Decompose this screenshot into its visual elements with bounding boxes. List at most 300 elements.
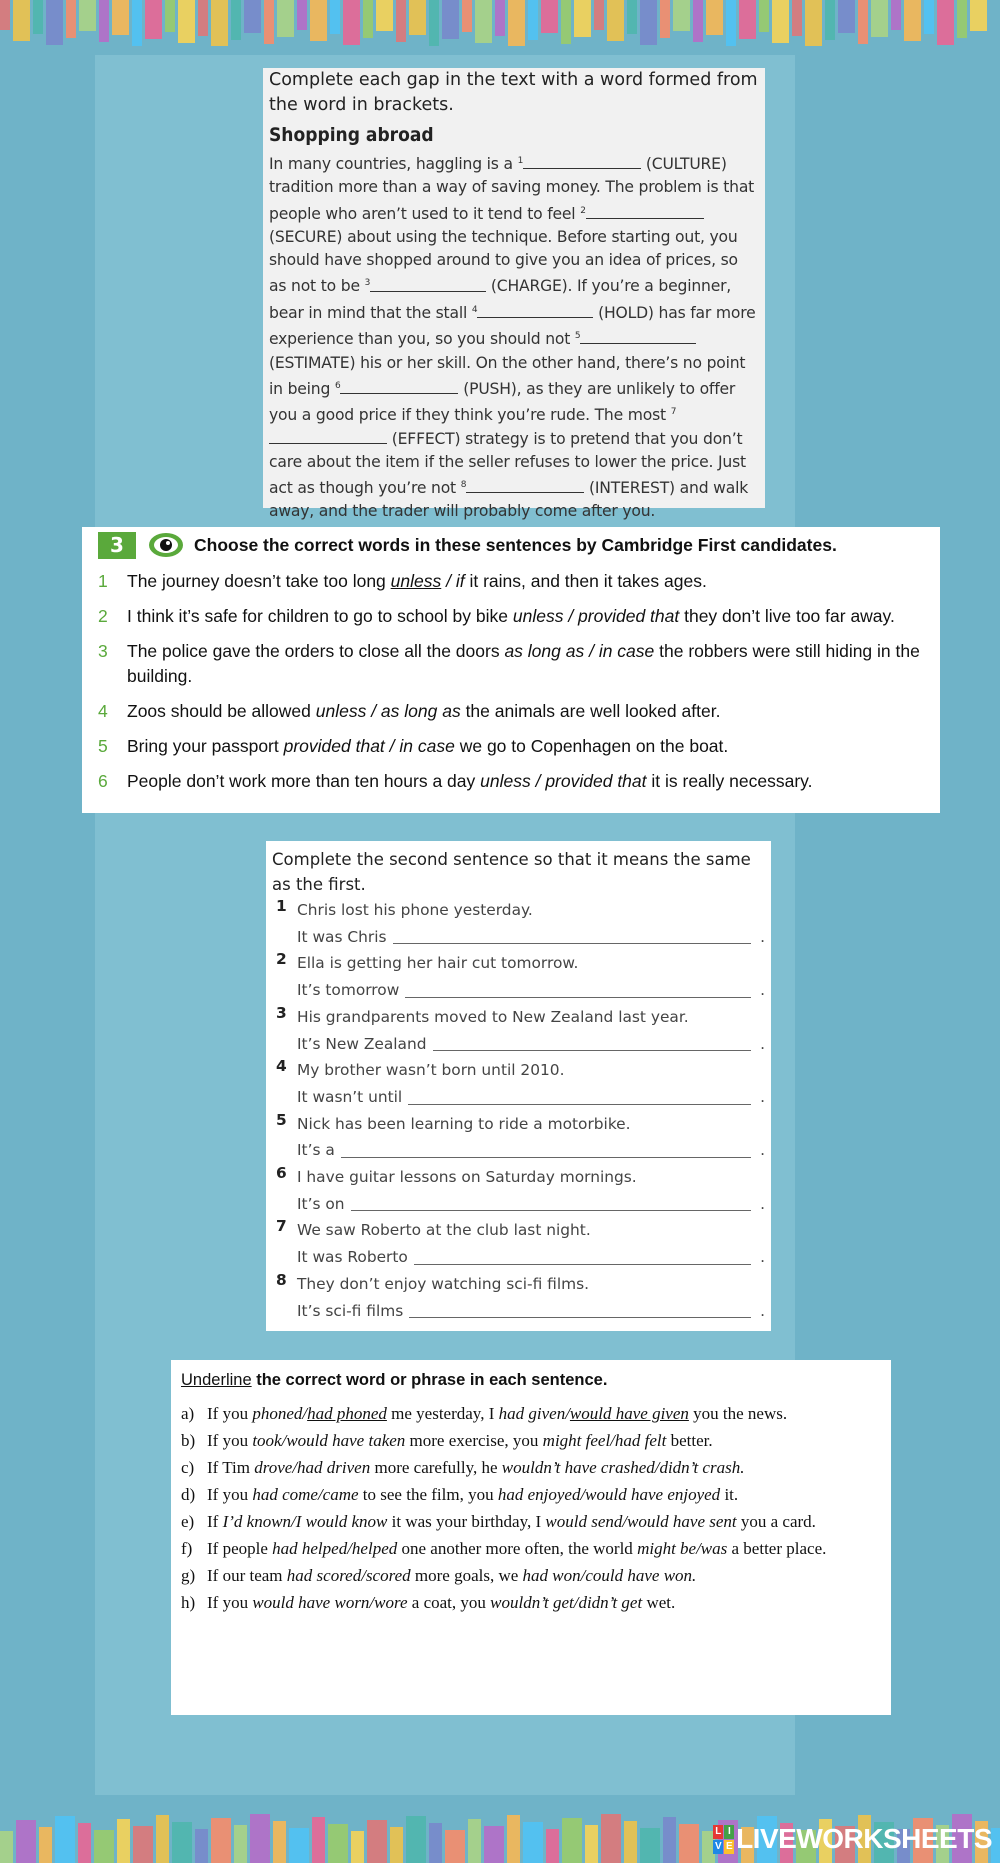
exercise-number: 3 — [98, 532, 136, 559]
shopping-bag-decoration — [231, 0, 241, 40]
shopping-bag-decoration — [178, 0, 195, 43]
gap-number: 7 — [670, 407, 677, 418]
text: more goals, we — [410, 1566, 523, 1585]
option-2[interactable]: would have given — [569, 1404, 689, 1423]
gap-2[interactable] — [586, 204, 704, 219]
answer-field[interactable] — [433, 1038, 751, 1051]
shopping-bag-decoration — [445, 1830, 465, 1863]
shopping-bag-decoration — [495, 0, 505, 36]
original-sentence: Chris lost his phone yesterday. — [297, 901, 533, 919]
shopping-bag-decoration — [211, 1818, 231, 1863]
shopping-bag-decoration — [904, 0, 921, 41]
shopping-bag-decoration — [132, 0, 142, 46]
item-letter: h) — [181, 1593, 196, 1612]
gap-number: 5 — [574, 331, 581, 342]
shopping-bag-decoration — [594, 0, 604, 30]
shopping-bag-decoration — [312, 1817, 325, 1863]
shopping-bag-decoration — [211, 0, 228, 46]
logo-letter: L — [713, 1825, 723, 1839]
answer-field[interactable] — [405, 985, 751, 998]
item-number: 5 — [98, 736, 108, 756]
shopping-bag-decoration — [660, 0, 670, 38]
shopping-bag-decoration — [627, 0, 637, 34]
text: me yesterday, I — [386, 1404, 499, 1423]
option-choice[interactable]: had come/came — [252, 1485, 359, 1504]
shopping-bag-decoration — [409, 0, 426, 35]
option-1[interactable]: as long as — [504, 641, 585, 661]
shopping-bag-decoration — [484, 1826, 504, 1863]
list-item — [82, 699, 940, 724]
option-choice[interactable]: I’d known/I would know — [222, 1512, 388, 1531]
shopping-bag-decoration — [264, 0, 274, 44]
passage — [269, 150, 759, 524]
shopping-bag-decoration — [79, 0, 96, 31]
shopping-bag-decoration — [726, 0, 736, 46]
shopping-bag-decoration — [165, 0, 175, 32]
shopping-bag-decoration — [924, 0, 934, 34]
shopping-bag-decoration — [66, 0, 76, 38]
answer-field[interactable] — [414, 1252, 751, 1265]
item-number: 2 — [276, 950, 287, 969]
full-stop: . — [760, 1034, 765, 1053]
shopping-bag-decoration — [442, 0, 459, 39]
option-choice[interactable]: wouldn’t have crashed/didn’t crash. — [501, 1458, 745, 1477]
transformation-item — [272, 1271, 765, 1324]
separator: / — [441, 571, 456, 591]
sentence-item — [181, 1562, 881, 1589]
shopping-bag-decoration — [468, 1819, 481, 1863]
gap-number: 8 — [460, 479, 467, 490]
passage-text: (HOLD) has far more experience than you, so you should not — [269, 303, 756, 349]
shopping-bag-decoration — [55, 1816, 75, 1863]
option-1[interactable]: had given/ — [498, 1404, 570, 1423]
option-1[interactable]: provided that — [283, 736, 385, 756]
list-item — [82, 604, 940, 629]
shopping-bag-decoration — [805, 0, 822, 46]
shopping-bag-decoration — [112, 0, 129, 35]
text: we go to Copenhagen on the boat. — [454, 736, 729, 756]
shopping-bag-decoration — [663, 1817, 676, 1863]
option-choice[interactable]: would send/would have sent — [545, 1512, 737, 1531]
text: more carefully, he — [370, 1458, 502, 1477]
option-1[interactable]: unless — [512, 606, 564, 626]
text: If people — [207, 1539, 273, 1558]
option-choice[interactable]: had helped/helped — [272, 1539, 398, 1558]
shopping-bag-decoration — [39, 1827, 52, 1863]
text: more exercise, you — [405, 1431, 543, 1450]
shopping-bag-decoration — [585, 1825, 598, 1863]
word-formation-exercise — [263, 68, 765, 521]
exercise-heading: Choose the correct words in these sentences by Cambridge First candidates. — [194, 534, 837, 555]
answer-line — [297, 1137, 765, 1164]
separator: / — [530, 771, 546, 791]
original-sentence: I have guitar lessons on Saturday mornings. — [297, 1168, 637, 1187]
shopping-bag-decoration — [772, 0, 789, 43]
shopping-bag-decoration — [376, 0, 393, 31]
shopping-bag-decoration — [523, 1822, 543, 1863]
option-1[interactable]: unless — [390, 571, 442, 591]
shopping-bag-decoration — [390, 1827, 403, 1863]
shopping-bag-decoration — [13, 0, 30, 41]
logo-letter: V — [714, 1840, 722, 1852]
text: it. — [720, 1485, 739, 1504]
shopping-bag-decoration — [429, 0, 439, 46]
shopping-bag-decoration — [991, 1828, 1000, 1863]
answer-line — [297, 1244, 765, 1271]
text: The police gave the orders to close all the doors — [127, 641, 505, 661]
text: better. — [666, 1431, 713, 1450]
shopping-bag-decoration — [133, 1826, 153, 1863]
passage-text: (INTEREST) and walk away, and the trader will probably come after you. — [269, 479, 749, 521]
full-stop: . — [760, 1301, 765, 1320]
option-choice[interactable]: had enjoyed/would have enjoyed — [497, 1485, 721, 1504]
shopping-bag-decoration — [957, 0, 967, 38]
item-number: 4 — [276, 1057, 287, 1076]
shopping-bag-decoration — [891, 0, 901, 30]
gap-number: 3 — [364, 278, 371, 289]
shopping-bag-decoration — [33, 0, 43, 34]
shopping-bag-decoration — [244, 0, 261, 33]
shopping-bag-decoration — [838, 0, 855, 33]
instruction — [181, 1368, 881, 1392]
list-item — [82, 769, 940, 794]
answer-line — [297, 1031, 765, 1058]
shopping-bag-decoration — [351, 1831, 364, 1863]
sentence-start: It wasn’t until — [297, 1087, 403, 1106]
gap-5[interactable] — [580, 329, 696, 344]
option-1[interactable]: unless — [315, 701, 367, 721]
shopping-bag-decoration — [78, 1823, 91, 1863]
shopping-bag-decoration — [574, 0, 591, 37]
text: Bring your passport — [127, 736, 284, 756]
text: If you — [207, 1485, 253, 1504]
shopping-bag-decoration — [759, 0, 769, 32]
logo-text: LIVEWORKSHEETS — [736, 1823, 992, 1854]
item-number: 1 — [276, 897, 287, 915]
shopping-bag-decoration — [94, 1830, 114, 1863]
shopping-bag-decoration — [825, 0, 835, 40]
sentence-item — [181, 1481, 881, 1508]
shopping-bag-decoration — [396, 0, 406, 42]
passage-text: (ESTIMATE) his or her skill. On the other hand, there’s no point in being — [269, 353, 746, 398]
shopping-bag-decoration — [117, 1819, 130, 1863]
item-letter: g) — [181, 1566, 196, 1585]
eye-icon — [148, 532, 184, 558]
instruction-underline: Underline — [181, 1371, 252, 1389]
text: People don’t work more than ten hours a day — [127, 771, 481, 791]
text: wet. — [642, 1593, 676, 1612]
text: the animals are well looked after. — [460, 701, 721, 721]
option-2[interactable]: provided that — [578, 606, 680, 626]
sentence-item — [181, 1400, 881, 1427]
shopping-bag-decoration — [858, 0, 868, 44]
decorative-bags-top — [0, 0, 1000, 46]
item-number: 2 — [98, 606, 108, 626]
shopping-bag-decoration — [0, 0, 10, 30]
shopping-bag-decoration — [367, 1820, 387, 1863]
passage-text: (CHARGE). If you’re a beginner, bear in mind that the stall — [269, 277, 732, 322]
full-stop: . — [760, 1141, 765, 1160]
separator: / — [563, 606, 579, 626]
shopping-bag-decoration — [528, 0, 538, 40]
shopping-bag-decoration — [607, 0, 624, 41]
shopping-bag-decoration — [541, 0, 558, 33]
text-title: Shopping abroad — [269, 124, 434, 146]
exercise-header — [82, 529, 940, 561]
shopping-bag-decoration — [546, 1829, 559, 1863]
gap-1[interactable] — [523, 154, 641, 169]
shopping-bag-decoration — [937, 0, 954, 45]
shopping-bag-decoration — [673, 0, 690, 31]
text: one another more often, the world — [397, 1539, 638, 1558]
logo-letter: E — [725, 1840, 733, 1852]
text: If you — [207, 1404, 253, 1423]
sentence-start: It’s tomorrow — [297, 981, 400, 1000]
gap-number: 1 — [517, 156, 524, 166]
transformation-item — [272, 1164, 765, 1217]
original-sentence: Ella is getting her hair cut tomorrow. — [297, 954, 579, 973]
shopping-bag-decoration — [145, 0, 162, 39]
sentence-start: It’s sci-fi films — [297, 1301, 404, 1320]
gap-4[interactable] — [477, 303, 593, 318]
shopping-bag-decoration — [507, 1815, 520, 1863]
answer-field[interactable] — [408, 1092, 751, 1105]
shopping-bag-decoration — [624, 1821, 637, 1863]
text: The journey doesn’t take too long — [127, 571, 391, 591]
sentence-start: It was Roberto — [297, 1248, 408, 1267]
transformation-list — [272, 897, 765, 1324]
original-sentence: We saw Roberto at the club last night. — [297, 1221, 591, 1240]
shopping-bag-decoration — [739, 0, 756, 39]
shopping-bag-decoration — [429, 1823, 442, 1863]
answer-field[interactable] — [409, 1305, 751, 1318]
passage-text: (SECURE) about using the technique. Before starting out, you should have shopped around to give you an idea of prices, so as not to be — [269, 227, 738, 296]
item-number: 4 — [98, 701, 108, 721]
instruction: Complete the second sentence so that it means the same as the first. — [272, 850, 751, 894]
shopping-bag-decoration — [198, 0, 208, 36]
shopping-bag-decoration — [462, 0, 472, 32]
original-sentence: His grandparents moved to New Zealand last year. — [297, 1007, 689, 1026]
item-letter: c) — [181, 1458, 195, 1477]
shopping-bag-decoration — [508, 0, 525, 46]
transformation-item — [272, 897, 765, 950]
item-number: 6 — [276, 1164, 287, 1183]
shopping-bag-decoration — [970, 0, 987, 31]
sentence-item — [181, 1508, 881, 1535]
shopping-bag-decoration — [343, 0, 360, 45]
answer-line — [297, 924, 765, 951]
shopping-bag-decoration — [250, 1814, 270, 1863]
list-item — [82, 734, 940, 759]
full-stop: . — [760, 1248, 765, 1267]
sentence-list — [181, 1400, 881, 1616]
text: the robbers were still hiding in the building. — [127, 641, 920, 686]
answer-line — [297, 1084, 765, 1111]
sentence-start: It’s a — [297, 1141, 335, 1160]
answer-line — [297, 1191, 765, 1218]
option-2[interactable]: had phoned — [307, 1404, 387, 1423]
item-number: 7 — [276, 1217, 287, 1236]
text: it is really necessary. — [646, 771, 813, 791]
text: a better place. — [727, 1539, 827, 1558]
shopping-bag-decoration — [277, 0, 294, 37]
liveworksheets-logo[interactable] — [713, 1823, 992, 1855]
text: you a card. — [736, 1512, 816, 1531]
text: If — [207, 1512, 223, 1531]
answer-field[interactable] — [351, 1198, 751, 1211]
original-sentence: Nick has been learning to ride a motorbike. — [297, 1114, 631, 1133]
text: If you — [207, 1431, 253, 1450]
sentence-item — [181, 1427, 881, 1454]
item-number: 3 — [276, 1003, 287, 1022]
option-2[interactable]: provided that — [545, 771, 647, 791]
text: they don’t live too far away. — [679, 606, 895, 626]
shopping-bag-decoration — [289, 1828, 309, 1863]
option-choice[interactable]: had won/could have won. — [522, 1566, 697, 1585]
passage-text: (PUSH), as they are unlikely to offer you a good price if they think you’re rude. The most — [269, 379, 736, 425]
separator: / — [366, 701, 381, 721]
text: to see the film, you — [358, 1485, 498, 1504]
text: If you — [207, 1593, 253, 1612]
text: If our team — [207, 1566, 287, 1585]
full-stop: . — [760, 981, 765, 1000]
shopping-bag-decoration — [195, 1829, 208, 1863]
answer-field[interactable] — [341, 1145, 751, 1158]
shopping-bag-decoration — [330, 0, 340, 34]
conjunction-exercise — [82, 527, 940, 813]
shopping-bag-decoration — [328, 1824, 348, 1863]
shopping-bag-decoration — [234, 1825, 247, 1863]
shopping-bag-decoration — [46, 0, 63, 45]
gap-6[interactable] — [340, 379, 458, 394]
transformation-item — [272, 1057, 765, 1110]
gap-7[interactable] — [269, 429, 387, 444]
option-1[interactable]: unless — [480, 771, 531, 791]
list-item — [82, 569, 940, 594]
gap-3[interactable] — [370, 277, 486, 292]
shopping-bag-decoration — [693, 0, 703, 42]
option-choice[interactable]: wouldn’t get/didn’t get — [490, 1593, 643, 1612]
sentence-start: It’s on — [297, 1194, 345, 1213]
transformation-item — [272, 1111, 765, 1164]
option-choice[interactable]: drove/had driven — [254, 1458, 371, 1477]
text: If Tim — [207, 1458, 255, 1477]
option-2[interactable]: if — [455, 571, 465, 591]
shopping-bag-decoration — [601, 1814, 621, 1863]
shopping-bag-decoration — [406, 1816, 426, 1863]
shopping-bag-decoration — [792, 0, 802, 36]
shopping-bag-decoration — [0, 1831, 13, 1863]
item-number: 5 — [276, 1110, 287, 1129]
answer-field[interactable] — [393, 931, 751, 944]
item-letter: e) — [181, 1512, 195, 1531]
sentence-item — [181, 1535, 881, 1562]
item-number: 8 — [276, 1270, 287, 1289]
answer-line — [297, 977, 765, 1004]
option-2[interactable]: in case — [598, 641, 655, 661]
text: you the news. — [688, 1404, 788, 1423]
passage-text: (EFFECT) strategy is to pretend that you don’t care about the item if the seller refuses to lower the price. Just act as though you’re not — [269, 429, 746, 498]
logo-mark — [713, 1825, 734, 1854]
shopping-bag-decoration — [273, 1821, 286, 1863]
original-sentence: They don’t enjoy watching sci-fi films. — [297, 1274, 590, 1293]
gap-8[interactable] — [466, 478, 584, 493]
text: a coat, you — [407, 1593, 491, 1612]
transformation-item — [272, 950, 765, 1003]
text: Zoos should be allowed — [127, 701, 316, 721]
shopping-bag-decoration — [297, 0, 307, 30]
logo-letter: I — [724, 1825, 734, 1839]
option-choice[interactable]: would have worn/wore — [252, 1593, 408, 1612]
shopping-bag-decoration — [562, 1818, 582, 1863]
instruction-text: the correct word or phrase in each sentence. — [251, 1371, 608, 1389]
option-choice[interactable]: had scored/scored — [286, 1566, 411, 1585]
item-letter: d) — [181, 1485, 196, 1504]
sentence-start: It was Chris — [297, 927, 387, 946]
gap-number: 6 — [334, 380, 341, 391]
answer-line — [297, 1298, 765, 1325]
option-choice[interactable]: might be/was — [637, 1539, 728, 1558]
transformation-item — [272, 1004, 765, 1057]
option-choice[interactable]: took/would have taken — [252, 1431, 406, 1450]
sentence-item — [181, 1454, 881, 1481]
option-1[interactable]: phoned/ — [252, 1404, 308, 1423]
shopping-bag-decoration — [871, 0, 888, 37]
text: it was your birthday, I — [387, 1512, 546, 1531]
text: it rains, and then it takes ages. — [464, 571, 707, 591]
full-stop: . — [760, 927, 765, 946]
shopping-bag-decoration — [679, 1824, 699, 1863]
instruction: Complete each gap in the text with a word formed from the word in brackets. — [269, 70, 758, 115]
option-2[interactable]: as long as — [380, 701, 461, 721]
gap-number: 2 — [580, 205, 586, 216]
shopping-bag-decoration — [363, 0, 373, 38]
gap-number: 4 — [471, 304, 478, 315]
full-stop: . — [760, 1087, 765, 1106]
shopping-bag-decoration — [640, 0, 657, 45]
item-number: 6 — [98, 771, 108, 791]
item-letter: b) — [181, 1431, 196, 1450]
original-sentence: My brother wasn’t born until 2010. — [297, 1061, 565, 1080]
passage-text: In many countries, haggling is a — [269, 155, 518, 174]
option-choice[interactable]: might feel/had felt — [542, 1431, 667, 1450]
shopping-bag-decoration — [99, 0, 109, 42]
shopping-bag-decoration — [475, 0, 492, 43]
shopping-bag-decoration — [706, 0, 723, 35]
item-number: 1 — [98, 571, 108, 591]
separator: / — [384, 736, 400, 756]
shopping-bag-decoration — [172, 1822, 192, 1863]
sentence-item — [181, 1589, 881, 1616]
sentence-start: It’s New Zealand — [297, 1034, 427, 1053]
item-number: 3 — [98, 641, 108, 661]
text: I think it’s safe for children to go to school by bike — [127, 606, 513, 626]
cleft-sentence-exercise — [266, 841, 771, 1331]
passage-text: (CULTURE) tradition more than a way of saving money. The problem is that people who aren’t used to it tend to feel — [269, 155, 755, 223]
full-stop: . — [760, 1194, 765, 1213]
item-letter: a) — [181, 1404, 195, 1423]
conditionals-exercise — [171, 1360, 891, 1715]
sentence-list — [82, 569, 940, 794]
shopping-bag-decoration — [640, 1828, 660, 1863]
shopping-bag-decoration — [156, 1815, 169, 1863]
option-2[interactable]: in case — [399, 736, 455, 756]
item-letter: f) — [181, 1539, 193, 1558]
shopping-bag-decoration — [310, 0, 327, 41]
shopping-bag-decoration — [16, 1820, 36, 1863]
transformation-item — [272, 1217, 765, 1270]
shopping-bag-decoration — [561, 0, 571, 44]
